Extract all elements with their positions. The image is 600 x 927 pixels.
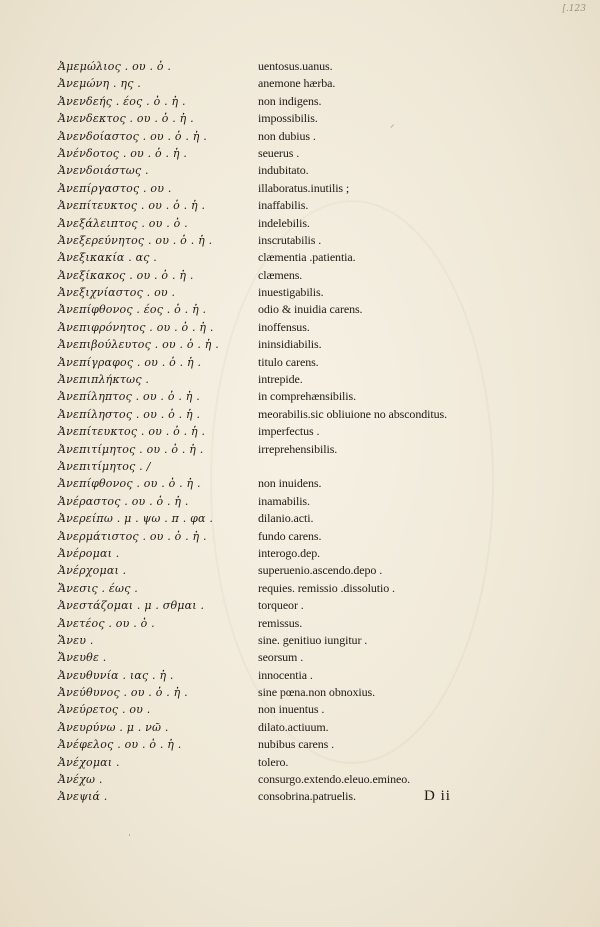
latin-gloss: titulo carens. [258, 354, 319, 369]
dictionary-entry [58, 162, 478, 179]
dictionary-entry [58, 667, 478, 684]
dictionary-entries [58, 58, 478, 806]
latin-gloss: illaboratus.inutilis ; [258, 180, 350, 195]
latin-gloss: meorabilis.sic obliuione no absconditus. [258, 406, 447, 421]
latin-gloss: inaffabilis. [258, 198, 309, 213]
greek-headword: Ἀνέραστος . ου . ὁ . ἡ . [58, 494, 189, 508]
greek-headword: Ἀνέχομαι . [58, 755, 120, 769]
latin-gloss: impossibilis. [258, 111, 318, 126]
dictionary-entry [58, 249, 478, 266]
greek-headword: Ἀμεμώλιος . ου . ὁ . [58, 60, 172, 73]
stray-mark: ⸝ [390, 120, 395, 130]
dictionary-entry [58, 354, 478, 371]
latin-gloss: imperfectus . [258, 424, 320, 439]
greek-headword: Ἀνεπιβούλευτος . ου . ὁ . ἡ . [58, 338, 219, 352]
dictionary-entry [58, 736, 478, 753]
dictionary-entry [58, 197, 478, 214]
latin-gloss: tolero. [258, 754, 289, 769]
latin-gloss: non inuentus . [258, 702, 325, 717]
greek-headword: Ἀνέχω . [58, 773, 103, 787]
latin-gloss: irreprehensibilis. [258, 441, 338, 456]
dictionary-entry [58, 597, 478, 614]
dictionary-entry [58, 458, 478, 475]
greek-headword: Ἀνερμάτιστος . ου . ὁ . ἡ . [58, 529, 207, 543]
dictionary-entry [58, 632, 478, 649]
dictionary-entry [58, 719, 478, 736]
latin-gloss: non inuidens. [258, 476, 322, 491]
latin-gloss: inoffensus. [258, 319, 310, 334]
greek-headword: Ἀνέρομαι . [58, 546, 120, 560]
latin-gloss: innocentia . [258, 667, 313, 682]
greek-headword: Ἀνεπίληστος . ου . ὁ . ἡ . [58, 407, 201, 421]
dictionary-entry [58, 406, 478, 423]
dictionary-entry [58, 562, 478, 579]
greek-headword: Ἀνενδοιάστως . [58, 164, 149, 178]
greek-headword: Ἄνευθε . [58, 651, 107, 665]
greek-headword: Ἀνεξίκακος . ου . ὁ . ἡ . [58, 268, 194, 282]
dictionary-entry [58, 423, 478, 440]
greek-headword: Ἀνεστάζομαι . μ . σθμαι . [58, 599, 205, 613]
dictionary-entry [58, 232, 478, 249]
dictionary-entry [58, 684, 478, 701]
dictionary-entry [58, 771, 478, 788]
latin-gloss: interogo.dep. [258, 545, 321, 560]
greek-headword: Ἀνεπίγραφος . ου . ὁ . ἡ . [58, 355, 202, 369]
dictionary-entry [58, 493, 478, 510]
dictionary-entry [58, 93, 478, 110]
latin-gloss: indelebilis. [258, 215, 310, 230]
greek-headword: Ἀνεπιτίμητος . ου . ὁ . ἡ . [58, 442, 204, 456]
dictionary-entry [58, 615, 478, 632]
dictionary-entry [58, 441, 478, 458]
dictionary-entry [58, 215, 478, 232]
latin-gloss: seorsum . [258, 650, 304, 665]
greek-headword: Ἀνενδοίαστος . ου . ὁ . ἡ . [58, 129, 207, 143]
latin-gloss: indubitato. [258, 163, 309, 178]
greek-headword: Ἄνεσις . έως . [58, 581, 138, 595]
dictionary-entry [58, 145, 478, 162]
dictionary-entry [58, 267, 478, 284]
dictionary-entry [58, 319, 478, 336]
page-corner-note: [.123 [562, 4, 586, 14]
latin-gloss: intrepide. [258, 372, 303, 387]
greek-headword: Ἀνεπιτίμητος . / [58, 459, 151, 473]
greek-headword: Ἀνεξάλειπτος . ου . ὁ . [58, 216, 188, 230]
greek-headword: Ἀνεύρετος . ου . [58, 703, 151, 717]
dictionary-entry [58, 388, 478, 405]
greek-headword: Ἀνεπίτευκτος . ου . ὁ . ἡ . [58, 199, 206, 213]
dictionary-entry [58, 75, 478, 92]
dictionary-entry [58, 128, 478, 145]
greek-headword: Ἀνευρύνω . μ . νῶ . [58, 720, 169, 734]
dictionary-entry [58, 788, 478, 805]
latin-gloss: anemone hærba. [258, 76, 336, 91]
greek-headword: Ἀνεπίληπτος . ου . ὁ . ἡ . [58, 390, 200, 404]
latin-gloss: requies. remissio .dissolutio . [258, 580, 395, 595]
latin-gloss: seuerus . [258, 145, 300, 160]
dictionary-entry [58, 110, 478, 127]
greek-headword: Ἄνευ . [58, 633, 94, 647]
greek-headword: Ἀνερείπω . μ . ψω . π . φα . [58, 512, 214, 526]
greek-headword: Ἀνεπίτευκτος . ου . ὁ . ἡ . [58, 425, 206, 439]
stray-dot: · [128, 831, 131, 841]
dictionary-entry [58, 284, 478, 301]
signature-mark: D ii [424, 788, 451, 804]
greek-headword: Ἀνενδεής . έος . ὁ . ἡ . [58, 94, 186, 108]
latin-gloss: inscrutabilis . [258, 232, 322, 247]
dictionary-entry [58, 371, 478, 388]
dictionary-entry [58, 301, 478, 318]
dictionary-entry [58, 336, 478, 353]
dictionary-entry [58, 701, 478, 718]
dictionary-entry [58, 475, 478, 492]
latin-gloss: inuestigabilis. [258, 285, 324, 300]
latin-gloss: ininsidiabilis. [258, 337, 322, 352]
latin-gloss: dilanio.acti. [258, 511, 314, 526]
dictionary-entry [58, 58, 478, 75]
greek-headword: Ἀνενδεκτος . ου . ὁ . ἡ . [58, 112, 194, 126]
latin-gloss: inamabilis. [258, 493, 310, 508]
greek-headword: Ἀνεξικακία . ας . [58, 251, 157, 265]
latin-gloss: clæmens. [258, 267, 303, 282]
latin-gloss: clæmentia .patientia. [258, 250, 356, 265]
greek-headword: Ἀνετέος . ου . ὁ . [58, 616, 155, 630]
latin-gloss: non indigens. [258, 93, 322, 108]
dictionary-entry [58, 545, 478, 562]
latin-gloss: fundo carens. [258, 528, 322, 543]
latin-gloss: consobrina.patruelis. [258, 789, 356, 804]
latin-gloss: sine pœna.non obnoxius. [258, 685, 376, 700]
latin-gloss: sine. genitiuo iungitur . [258, 632, 368, 647]
dictionary-entry [58, 754, 478, 771]
latin-gloss: in comprehænsibilis. [258, 389, 356, 404]
greek-headword: Ἀνέρχομαι . [58, 564, 127, 578]
latin-gloss: uentosus.uanus. [258, 59, 333, 73]
greek-headword: Ἀνεπίφθονος . έος . ὁ . ἡ . [58, 303, 207, 317]
greek-headword: Ἀνεμώνη . ης . [58, 77, 141, 91]
greek-headword: Ἀνέφελος . ου . ὁ . ἡ . [58, 738, 182, 752]
latin-gloss: superuenio.ascendo.depo . [258, 563, 383, 578]
greek-headword: Ἀνεύθυνος . ου . ὁ . ἡ . [58, 686, 188, 700]
greek-headword: Ἀνευθυνία . ιας . ἡ . [58, 668, 174, 682]
dictionary-entry [58, 180, 478, 197]
dictionary-entry [58, 649, 478, 666]
greek-headword: Ἀνεπιφρόνητος . ου . ὁ . ἡ . [58, 320, 214, 334]
greek-headword: Ἀνένδοτος . ου . ὁ . ἡ . [58, 146, 188, 160]
latin-gloss: non dubius . [258, 128, 316, 143]
greek-headword: Ἀνεπίργαστος . ου . [58, 181, 172, 195]
dictionary-entry [58, 528, 478, 545]
latin-gloss: nubibus carens . [258, 737, 335, 752]
greek-headword: Ἀνεξερεύνητος . ου . ὁ . ἡ . [58, 233, 213, 247]
latin-gloss: dilato.actiuum. [258, 719, 329, 734]
latin-gloss: remissus. [258, 615, 303, 630]
greek-headword: Ἀνεπιπλήκτως . [58, 373, 150, 387]
greek-headword: Ἀνεξιχνίαστος . ου . [58, 286, 176, 300]
dictionary-entry [58, 580, 478, 597]
latin-gloss: odio & inuidia carens. [258, 302, 363, 317]
dictionary-entry [58, 510, 478, 527]
latin-gloss: torqueor . [258, 598, 304, 613]
latin-gloss: consurgo.extendo.eleuo.emineo. [258, 772, 411, 787]
greek-headword: Ἀνεπίφθονος . ου . ὁ . ἡ . [58, 477, 201, 491]
greek-headword: Ἀνεψιά . [58, 790, 108, 804]
